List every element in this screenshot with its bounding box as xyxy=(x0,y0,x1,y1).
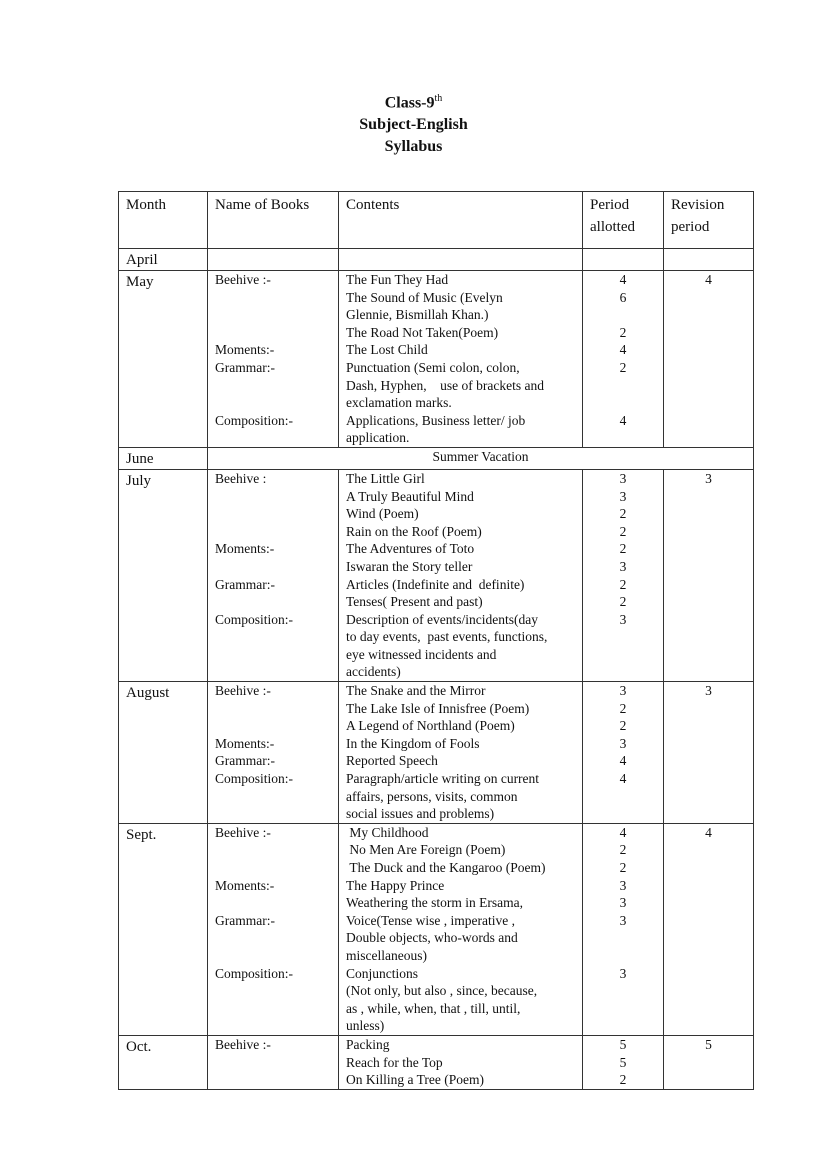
contents-line: Rain on the Roof (Poem) xyxy=(346,523,482,539)
period-line xyxy=(590,663,656,681)
books-line xyxy=(215,558,331,576)
books-line xyxy=(215,1017,331,1035)
contents-line: The Little Girl xyxy=(346,470,425,486)
books-line: Beehive :- xyxy=(215,824,271,840)
contents-line: Reported Speech xyxy=(346,753,438,769)
table-row xyxy=(119,823,754,1035)
contents-line: Double objects, who-words and xyxy=(346,930,518,946)
table-body xyxy=(119,249,754,1090)
books-line: Beehive :- xyxy=(215,1036,271,1052)
contents-line: Description of events/incidents(day xyxy=(346,611,538,627)
books-line xyxy=(215,894,331,912)
contents-line: My Childhood xyxy=(346,824,429,840)
period-line: 4 xyxy=(619,753,627,769)
class-superscript: th xyxy=(434,93,443,104)
syllabus-heading: Syllabus xyxy=(384,138,443,155)
period-line: 4 xyxy=(619,771,627,787)
table-row xyxy=(119,1035,754,1089)
class-label: Class-9 xyxy=(384,94,435,112)
period-line: 3 xyxy=(619,488,627,504)
contents-line: In the Kingdom of Fools xyxy=(346,735,480,751)
books-line xyxy=(215,377,331,395)
period-line xyxy=(590,788,656,806)
contents-cell xyxy=(339,823,583,1035)
period-line xyxy=(590,982,656,1000)
period-line: 2 xyxy=(619,700,627,716)
contents-line: accidents) xyxy=(346,664,401,680)
month-cell: Sept. xyxy=(119,823,208,1035)
books-line xyxy=(215,324,331,342)
contents-line: The Snake and the Mirror xyxy=(346,683,486,699)
period-cell xyxy=(583,249,664,271)
subject-heading: Subject-English xyxy=(359,116,468,133)
column-header-contents: Contents xyxy=(339,192,583,249)
contents-line: (Not only, but also , since, because, xyxy=(346,983,538,999)
period-line xyxy=(590,646,656,664)
contents-line: A Legend of Northland (Poem) xyxy=(346,718,515,734)
contents-line: No Men Are Foreign (Poem) xyxy=(346,842,506,858)
books-line: Composition:- xyxy=(215,965,294,981)
books-cell xyxy=(208,469,339,681)
contents-line: Glennie, Bismillah Khan.) xyxy=(346,307,489,323)
table-row xyxy=(119,469,754,681)
period-line xyxy=(590,1017,656,1035)
contents-line: The Adventures of Toto xyxy=(346,541,475,557)
class-heading xyxy=(0,88,827,114)
contents-line: Tenses( Present and past) xyxy=(346,594,483,610)
period-line xyxy=(590,947,656,965)
contents-line: The Sound of Music (Evelyn xyxy=(346,289,503,305)
contents-line: Articles (Indefinite and definite) xyxy=(346,576,525,592)
period-line: 2 xyxy=(619,359,627,375)
syllabus-table xyxy=(118,191,754,1090)
books-line xyxy=(215,488,331,506)
period-line: 5 xyxy=(619,1036,627,1052)
period-line: 3 xyxy=(619,611,627,627)
period-line: 5 xyxy=(619,1054,627,1070)
period-line: 3 xyxy=(619,877,627,893)
books-line: Beehive :- xyxy=(215,683,271,699)
books-line xyxy=(215,306,331,324)
column-header-revision: Revision period xyxy=(664,192,754,249)
contents-line: The Fun They Had xyxy=(346,272,449,287)
contents-line: Applications, Business letter/ job xyxy=(346,412,526,428)
contents-line: Iswaran the Story teller xyxy=(346,558,473,574)
books-line xyxy=(215,523,331,541)
period-cell xyxy=(583,1035,664,1089)
period-line: 6 xyxy=(619,289,627,305)
books-line xyxy=(215,505,331,523)
contents-line: Paragraph/article writing on current xyxy=(346,771,540,787)
books-cell xyxy=(208,249,339,271)
books-line xyxy=(215,788,331,806)
contents-line: Conjunctions xyxy=(346,965,419,981)
contents-line: Voice(Tense wise , imperative , xyxy=(346,912,516,928)
books-line: Composition:- xyxy=(215,412,294,428)
period-line: 3 xyxy=(619,470,627,486)
contents-line: The Happy Prince xyxy=(346,877,445,893)
contents-cell xyxy=(339,271,583,448)
contents-line: On Killing a Tree (Poem) xyxy=(346,1072,484,1088)
period-line: 4 xyxy=(619,824,627,840)
period-line xyxy=(590,805,656,823)
books-line: Moments:- xyxy=(215,735,275,751)
books-line xyxy=(215,982,331,1000)
contents-line: Wind (Poem) xyxy=(346,506,419,522)
month-cell: Oct. xyxy=(119,1035,208,1089)
period-line: 2 xyxy=(619,718,627,734)
books-line xyxy=(215,289,331,307)
period-line: 2 xyxy=(619,506,627,522)
books-line xyxy=(215,628,331,646)
period-cell xyxy=(583,823,664,1035)
period-line: 2 xyxy=(619,594,627,610)
period-line xyxy=(590,929,656,947)
books-line: Beehive :- xyxy=(215,272,271,287)
books-line xyxy=(215,929,331,947)
contents-line: exclamation marks. xyxy=(346,395,452,411)
books-line xyxy=(215,947,331,965)
contents-cell xyxy=(339,249,583,271)
table-row xyxy=(119,682,754,824)
books-line xyxy=(215,1054,331,1072)
contents-line: Weathering the storm in Ersama, xyxy=(346,895,523,911)
period-line xyxy=(590,628,656,646)
period-line: 2 xyxy=(619,324,627,340)
books-line: Composition:- xyxy=(215,611,294,627)
contents-cell xyxy=(339,469,583,681)
books-line: Moments:- xyxy=(215,877,275,893)
contents-line: The Lost Child xyxy=(346,342,428,358)
books-line xyxy=(215,646,331,664)
period-line: 3 xyxy=(619,965,627,981)
contents-line: Packing xyxy=(346,1036,390,1052)
contents-line: to day events, past events, functions, xyxy=(346,629,548,645)
contents-line: Punctuation (Semi colon, colon, xyxy=(346,359,520,375)
books-line xyxy=(215,841,331,859)
contents-line: application. xyxy=(346,430,410,446)
contents-line: A Truly Beautiful Mind xyxy=(346,488,474,504)
books-line: Grammar:- xyxy=(215,576,275,592)
period-line xyxy=(590,377,656,395)
contents-line: The Lake Isle of Innisfree (Poem) xyxy=(346,700,530,716)
period-line: 3 xyxy=(619,895,627,911)
contents-line: social issues and problems) xyxy=(346,806,495,822)
period-line: 3 xyxy=(619,735,627,751)
books-line xyxy=(215,805,331,823)
month-cell: June xyxy=(119,447,208,469)
period-line: 2 xyxy=(619,842,627,858)
period-line: 4 xyxy=(619,342,627,358)
books-line: Moments:- xyxy=(215,342,275,358)
contents-line: Reach for the Top xyxy=(346,1054,443,1070)
contents-line: miscellaneous) xyxy=(346,947,427,963)
period-line xyxy=(590,306,656,324)
month-cell: August xyxy=(119,682,208,824)
period-cell xyxy=(583,271,664,448)
books-line: Grammar:- xyxy=(215,912,275,928)
books-cell xyxy=(208,1035,339,1089)
period-cell xyxy=(583,469,664,681)
period-line: 2 xyxy=(619,1072,627,1088)
books-line xyxy=(215,1071,331,1089)
column-header-period: Period allotted xyxy=(583,192,664,249)
books-cell xyxy=(208,271,339,448)
month-cell: July xyxy=(119,469,208,681)
revision-cell: 4 xyxy=(664,823,754,1035)
contents-line: eye witnessed incidents and xyxy=(346,646,497,662)
table-row xyxy=(119,271,754,448)
books-line xyxy=(215,717,331,735)
revision-cell: 3 xyxy=(664,469,754,681)
books-line xyxy=(215,700,331,718)
books-line: Beehive : xyxy=(215,470,267,486)
contents-line: affairs, persons, visits, common xyxy=(346,788,518,804)
books-line: Grammar:- xyxy=(215,753,275,769)
revision-cell: 4 xyxy=(664,271,754,448)
books-line xyxy=(215,1000,331,1018)
period-line: 2 xyxy=(619,523,627,539)
period-line xyxy=(590,429,656,447)
contents-line: unless) xyxy=(346,1018,385,1034)
period-line xyxy=(590,1000,656,1018)
period-line: 4 xyxy=(619,272,627,287)
contents-line: The Road Not Taken(Poem) xyxy=(346,324,499,340)
period-line: 3 xyxy=(619,912,627,928)
vacation-cell: Summer Vacation xyxy=(208,447,754,469)
period-line: 4 xyxy=(619,412,627,428)
revision-cell xyxy=(664,249,754,271)
books-line xyxy=(215,593,331,611)
books-line xyxy=(215,394,331,412)
column-header-books: Name of Books xyxy=(208,192,339,249)
books-cell xyxy=(208,823,339,1035)
books-cell xyxy=(208,682,339,824)
period-line: 3 xyxy=(619,558,627,574)
period-cell xyxy=(583,682,664,824)
revision-cell: 5 xyxy=(664,1035,754,1089)
month-cell: May xyxy=(119,271,208,448)
table-row xyxy=(119,447,754,469)
table-header-row xyxy=(119,192,754,249)
books-line: Composition:- xyxy=(215,771,294,787)
contents-cell xyxy=(339,682,583,824)
books-line: Moments:- xyxy=(215,541,275,557)
period-line: 2 xyxy=(619,576,627,592)
table-row xyxy=(119,249,754,271)
column-header-month: Month xyxy=(119,192,208,249)
period-line: 2 xyxy=(619,860,627,875)
contents-line: as , while, when, that , till, until, xyxy=(346,1000,521,1016)
period-line: 2 xyxy=(619,541,627,557)
books-line xyxy=(215,429,331,447)
period-line xyxy=(590,394,656,412)
contents-cell xyxy=(339,1035,583,1089)
month-cell: April xyxy=(119,249,208,271)
books-line xyxy=(215,859,331,877)
contents-line: Dash, Hyphen, use of brackets and xyxy=(346,377,544,393)
contents-line: The Duck and the Kangaroo (Poem) xyxy=(346,860,546,875)
books-line: Grammar:- xyxy=(215,359,275,375)
revision-cell: 3 xyxy=(664,682,754,824)
books-line xyxy=(215,663,331,681)
period-line: 3 xyxy=(619,683,627,699)
